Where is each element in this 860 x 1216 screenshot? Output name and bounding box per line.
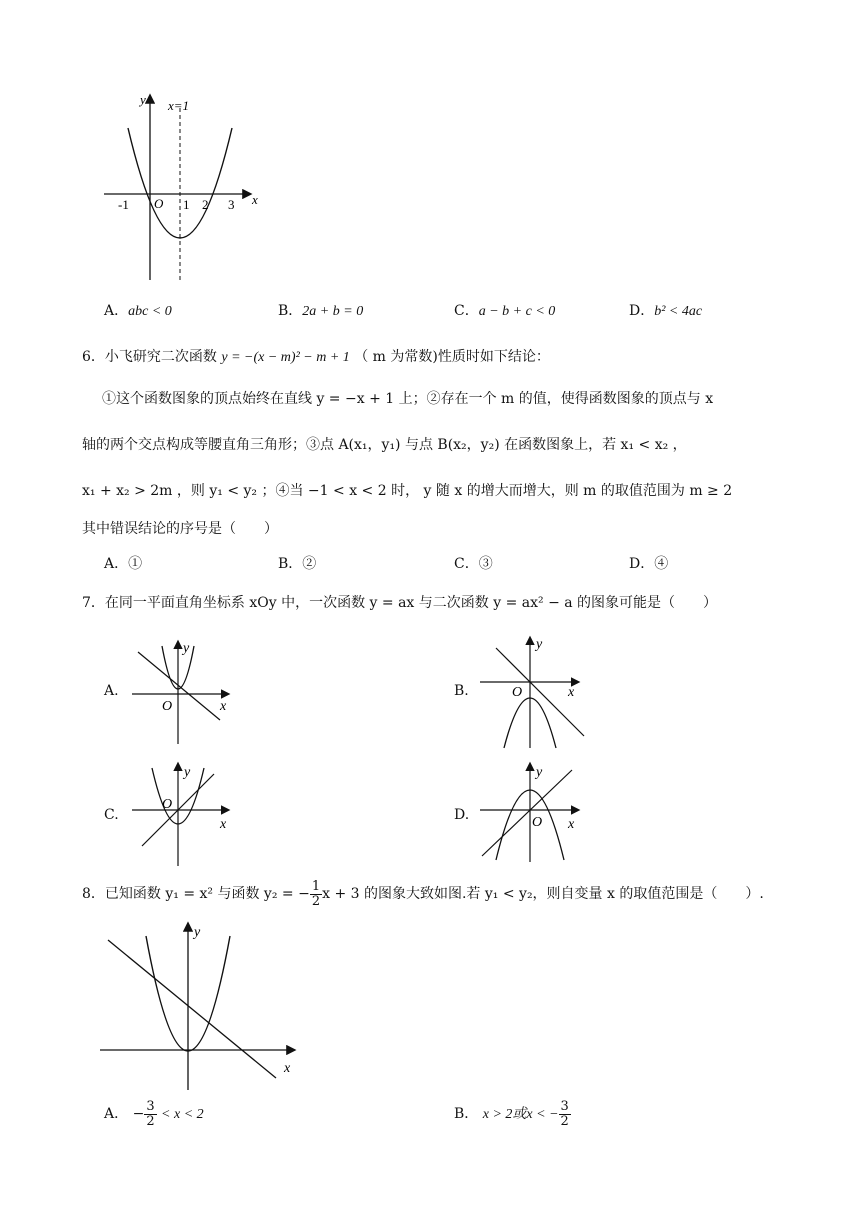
q7-graph-a xyxy=(128,636,238,746)
q6-line5: 其中错误结论的序号是（ ） xyxy=(82,521,278,537)
q5-option-b[interactable]: B．2a + b = 0 xyxy=(278,303,364,319)
q5-option-a[interactable]: A．abc < 0 xyxy=(104,303,172,319)
svg-text:x: x xyxy=(220,817,227,832)
origin-label: O xyxy=(154,196,164,211)
q8-option-b[interactable]: B． x > 2或x < − $\frac{3}{2}$ xyxy=(454,1099,569,1129)
q6-option-d[interactable]: D．④ xyxy=(629,556,669,572)
svg-text:x: x xyxy=(568,685,575,700)
q6-stem: 6．小飞研究二次函数 y = −(x − m)² − m + 1 （ m 为常数)性质时如下结论： xyxy=(82,349,550,365)
q5-option-d[interactable]: D．b² < 4ac xyxy=(629,303,703,319)
q6-option-c[interactable]: C．③ xyxy=(454,556,493,572)
q5-option-c[interactable]: C．a − b + c < 0 xyxy=(454,303,556,319)
svg-text:O: O xyxy=(162,797,173,812)
vline-label: x=1 xyxy=(168,98,190,113)
x-label: x xyxy=(252,192,258,207)
svg-text:x: x xyxy=(568,817,575,832)
q7-graph-c xyxy=(128,760,238,868)
q7-graph-d xyxy=(476,760,596,864)
q8-stem: 8．已知函数 y₁ = x² 与函数 y₂ = − $\frac{1}{2}$ x + 3 的图象大致如图.若 y₁ < y₂，则自变量 x 的取值范围是（ ）. xyxy=(82,879,764,909)
svg-text:y: y xyxy=(536,637,543,652)
q6-option-b[interactable]: B．② xyxy=(278,556,317,572)
q8-option-a[interactable]: A． − $\frac{3}{2}$ < x < 2 xyxy=(104,1099,204,1129)
q6-line4: x₁ + x₂ > 2m ，则 y₁ < y₂ ；④当 −1 < x < 2 时， y 随 x 的增大而增大，则 m 的取值范围为 m ≥ 2 xyxy=(82,483,733,499)
q6-line3: 轴的两个交点构成等腰直角三角形；③点 A(x₁，y₁) 与点 B(x₂，y₂) 在函数图象上，若 x₁ < x₂ ， xyxy=(82,437,687,453)
q6-option-a[interactable]: A．① xyxy=(104,556,143,572)
svg-text:x: x xyxy=(284,1061,291,1076)
q8-fraction: $\frac{1}{2}$ xyxy=(311,879,321,909)
q7-option-a[interactable]: A. xyxy=(104,683,119,699)
svg-text:y: y xyxy=(183,641,190,656)
svg-text:y: y xyxy=(194,925,201,940)
q7-option-d[interactable]: D. xyxy=(454,807,470,823)
q7-option-c[interactable]: C. xyxy=(104,807,119,823)
svg-text:O: O xyxy=(532,815,543,830)
svg-text:O: O xyxy=(512,685,523,700)
y-label: y xyxy=(140,92,146,107)
svg-text:x: x xyxy=(220,699,227,714)
q7-graph-b xyxy=(476,632,596,752)
svg-text:y: y xyxy=(536,765,543,780)
tick-1: 1 xyxy=(183,197,190,212)
svg-text:y: y xyxy=(184,765,191,780)
q5-graph xyxy=(100,88,270,288)
q8-graph xyxy=(98,920,308,1092)
svg-text:O: O xyxy=(162,699,173,714)
tick-neg1: -1 xyxy=(118,197,129,212)
q7-stem: 7．在同一平面直角坐标系 xOy 中，一次函数 y = ax 与二次函数 y = ax² − a 的图象可能是（ ） xyxy=(82,595,718,611)
tick-2: 2 xyxy=(202,197,209,212)
q7-option-b[interactable]: B. xyxy=(454,683,469,699)
q6-line2: ①这个函数图象的顶点始终在直线 y = −x + 1 上；②存在一个 m 的值，使得函数图象的顶点与 x xyxy=(102,391,714,407)
tick-3: 3 xyxy=(228,197,235,212)
